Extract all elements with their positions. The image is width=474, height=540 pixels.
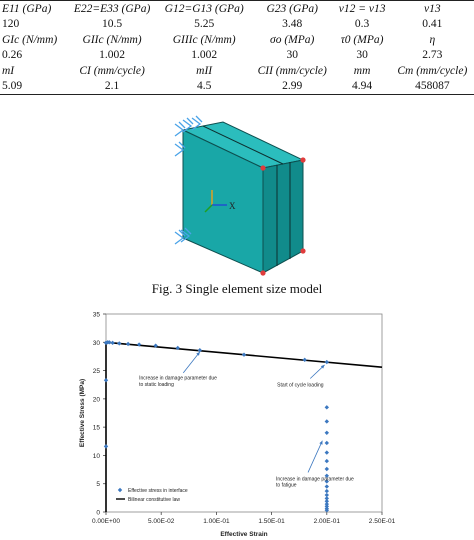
x-tick-label: 5.00E-02 — [148, 518, 175, 525]
table-header-cell: ν13 — [391, 1, 474, 17]
y-axis-title: Effective Stress (MPa) — [79, 378, 86, 448]
table-header-cell: ν12 = ν13 — [334, 1, 391, 17]
series-line-bilinear-law — [106, 342, 382, 512]
y-tick-label: 15 — [92, 424, 100, 432]
single-element-model-figure — [0, 110, 474, 280]
table-header-cell: η — [429, 33, 436, 46]
table-cell: 458087 — [391, 79, 474, 95]
table-header-cell: mII — [196, 64, 213, 77]
data-point — [325, 360, 329, 364]
data-point — [117, 341, 121, 345]
table-cell: 30 — [286, 49, 298, 62]
table-header-cell: mm — [353, 64, 371, 77]
x-tick-label: 2.50E-01 — [368, 518, 396, 525]
table-header-cell: σo (MPa) — [270, 33, 315, 46]
table-header-row — [0, 63, 474, 79]
table-cell: 5.09 — [0, 79, 67, 95]
table-header-cell: GIc (N/mm) — [2, 33, 58, 46]
table-cell: 0.3 — [354, 18, 370, 31]
data-point — [104, 378, 108, 382]
x-axis-title: Effective Strain — [220, 531, 268, 538]
table-header-cell: CI (mm/cycle) — [79, 64, 145, 77]
annotation-text: Start of cycle loading — [277, 382, 324, 389]
annotation-arrow-icon — [183, 352, 200, 373]
table-header-cell: Cm (mm/cycle) — [397, 64, 468, 77]
data-point — [325, 405, 329, 409]
data-point — [325, 431, 329, 435]
table-header-row — [0, 32, 474, 48]
y-tick-label: 5 — [96, 481, 100, 489]
table-cell: 3.48 — [282, 18, 303, 31]
table-cell: 4.94 — [334, 79, 391, 95]
y-tick-label: 25 — [92, 368, 100, 376]
table-cell: 2.1 — [67, 79, 158, 95]
table-row — [0, 48, 474, 64]
table-row — [0, 79, 474, 95]
element-side-face — [263, 160, 303, 273]
table-header-cell: E22=E33 (GPa) — [67, 1, 158, 17]
legend-label-scatter: Effective stress in interface — [128, 488, 188, 494]
data-point — [325, 459, 329, 463]
y-tick-label: 30 — [92, 339, 100, 347]
y-tick-label: 35 — [92, 311, 100, 319]
data-point — [104, 444, 108, 448]
table-cell: 5.25 — [194, 18, 215, 31]
load-marker-icon — [300, 248, 305, 253]
data-point — [126, 342, 130, 346]
data-point — [325, 489, 329, 493]
table-row — [0, 17, 474, 33]
annotation-arrow-icon — [308, 441, 322, 473]
table-cell: 30 — [356, 49, 368, 62]
table-cell: 1.002 — [99, 49, 126, 62]
data-point — [198, 348, 202, 352]
figure-caption: Fig. 3 Single element size model — [151, 281, 323, 296]
y-tick-label: 0 — [96, 509, 100, 517]
annotation-text: Increase in damage parameter due to fatigue — [276, 476, 354, 489]
table-header-cell: G23 (GPa) — [251, 1, 334, 17]
x-tick-label: 2.00E-01 — [313, 518, 340, 525]
table-header-row — [0, 1, 474, 17]
y-tick-label: 20 — [92, 396, 100, 404]
legend-marker-scatter — [118, 488, 122, 492]
table-header-cell: τ0 (MPa) — [340, 33, 384, 46]
data-point — [110, 341, 114, 345]
data-point — [325, 441, 329, 445]
data-point — [325, 419, 329, 423]
table-header-cell: E11 (GPa) — [0, 1, 67, 17]
table-header-cell: CII (mm/cycle) — [257, 64, 327, 77]
load-marker-icon — [260, 165, 265, 170]
x-axis-label: X — [229, 201, 236, 211]
table-cell: 2.99 — [251, 79, 334, 95]
annotation-text: Increase in damage parameter due to static loading — [139, 375, 217, 388]
x-tick-label: 0.00E+00 — [91, 518, 121, 525]
table-cell: 10.5 — [102, 18, 123, 31]
data-point — [325, 450, 329, 454]
legend-label-line: Bilinear constitutive law — [128, 497, 180, 503]
table-header-cell: GIIc (N/mm) — [82, 33, 142, 46]
table-cell: 0.26 — [2, 49, 23, 62]
table-cell: 120 — [2, 18, 20, 31]
x-tick-label: 1.00E-01 — [203, 518, 230, 525]
table-cell: 0.41 — [422, 18, 443, 31]
load-marker-icon — [260, 270, 265, 275]
material-properties-table — [0, 0, 474, 95]
table-cell: 4.5 — [157, 79, 251, 95]
load-marker-icon — [300, 157, 305, 162]
table-cell: 1.002 — [191, 49, 218, 62]
table-header-cell: mI — [2, 64, 15, 77]
y-tick-label: 10 — [92, 452, 100, 460]
data-point — [303, 358, 307, 362]
table-header-cell: G12=G13 (GPa) — [157, 1, 251, 17]
table-header-cell: GIIIc (N/mm) — [172, 33, 236, 46]
data-point — [242, 353, 246, 357]
stress-strain-chart — [0, 300, 474, 540]
data-point — [325, 467, 329, 471]
table-cell: 2.73 — [422, 49, 443, 62]
data-point — [325, 484, 329, 488]
x-tick-label: 1.50E-01 — [258, 518, 285, 525]
